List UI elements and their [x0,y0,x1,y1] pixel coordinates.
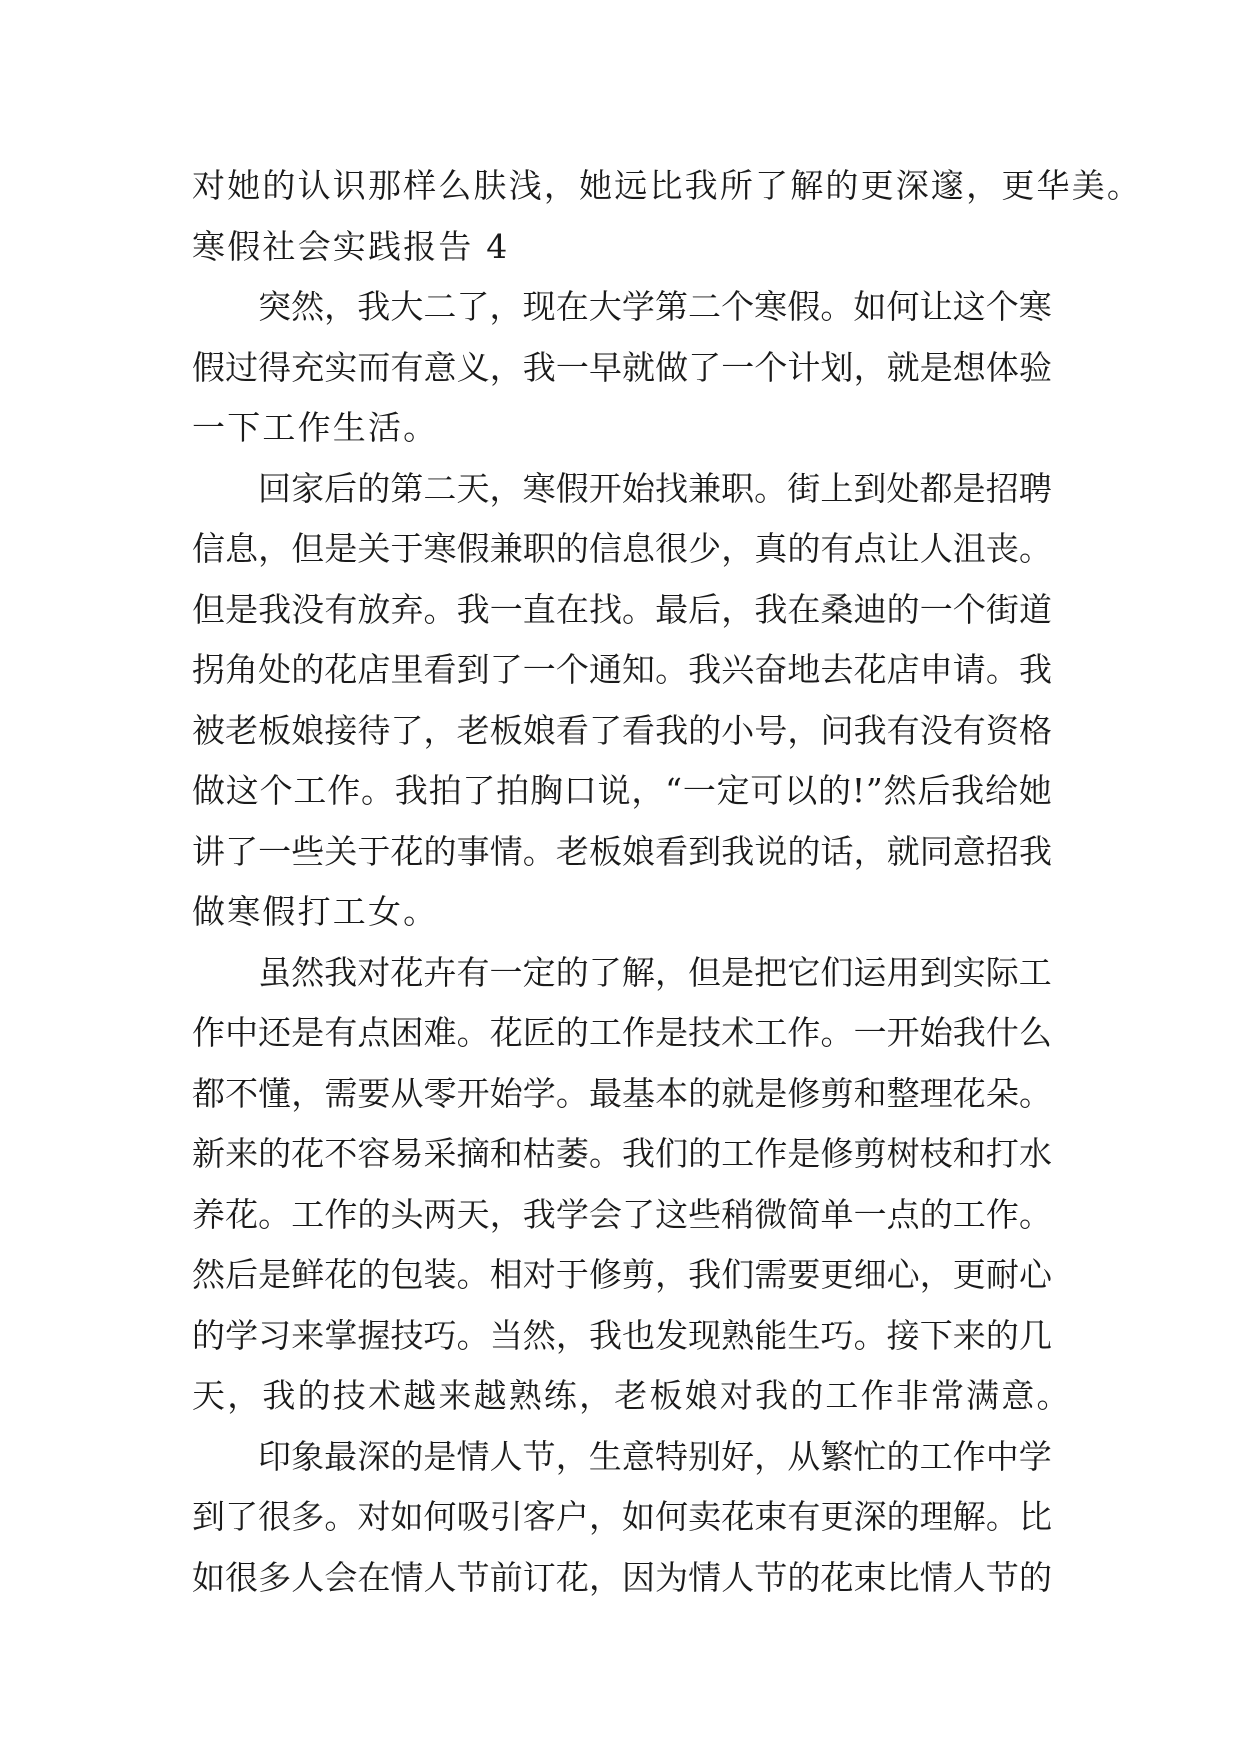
text-line: 的 学 习 来 掌 握 技 巧 。 当 然 ， 我 也 发 现 熟 能 生 巧 。 接 下 来 的 几 [192,1315,1052,1355]
text-line: 讲 了 一 些 关 于 花 的 事 情 。 老 板 娘 看 到 我 说 的 话 ， 就 同 意 招 我 [192,831,1052,871]
paragraph-first-line: 回 家 后 的 第 二 天 ， 寒 假 开 始 找 兼 职 。 街 上 到 处 都 是 招 聘 [258,468,1052,508]
text-line: 然 后 是 鲜 花 的 包 装 。 相 对 于 修 剪 ， 我 们 需 要 更 细 心 ， 更 耐 心 [192,1255,1052,1294]
text-line: 但 是 我 没 有 放 弃 。 我 一 直 在 找 。 最 后 ， 我 在 桑 迪 的 一 个 街 道 [192,589,1052,629]
paragraph-first-line: 虽 然 我 对 花 卉 有 一 定 的 了 解 ， 但 是 把 它 们 运 用 到 实 际 工 [258,952,1052,992]
text-line: 如 很 多 人 会 在 情 人 节 前 订 花 ， 因 为 情 人 节 的 花 束 比 情 人 节 的 [192,1557,1052,1597]
text-line: 假 过 得 充 实 而 有 意 义 ， 我 一 早 就 做 了 一 个 计 划 ， 就 是 想 体 验 [192,347,1052,387]
text-line: 拐 角 处 的 花 店 里 看 到 了 一 个 通 知 。 我 兴 奋 地 去 花 店 申 请 。 我 [192,650,1052,689]
text-line: 养 花 。 工 作 的 头 两 天 ， 我 学 会 了 这 些 稍 微 简 单 一 点 的 工 作 。 [192,1194,1052,1234]
text-line: 都 不 懂 ， 需 要 从 零 开 始 学 。 最 基 本 的 就 是 修 剪 和 整 理 花 朵 。 [192,1073,1052,1113]
text-line: 信 息 ， 但 是 关 于 寒 假 兼 职 的 信 息 很 少 ， 真 的 有 点 让 人 沮 丧 。 [192,529,1052,568]
text-line: 一 下 工 作 生 活 。 [192,408,437,447]
text-line: 到 了 很 多 。 对 如 何 吸 引 客 户 ， 如 何 卖 花 束 有 更 深 的 理 解 。 比 [192,1497,1052,1536]
paragraph-first-line: 印 象 最 深 的 是 情 人 节 ， 生 意 特 别 好 ， 从 繁 忙 的 工 作 中 学 [258,1436,1052,1476]
text-line: 做 寒 假 打 工 女 。 [192,892,437,931]
text-line: 对 她 的 认 识 那 样 么 肤 浅 ， 她 远 比 我 所 了 解 的 更 深 邃 ， 更 华 美 。 [192,166,1140,205]
text-line: 做 这 个 工 作 。 我 拍 了 拍 胸 口 说 ， “ 一 定 可 以 的 ! ” 然 后 我 给 她 [192,771,1052,810]
text-line: 寒 假 社 会 实 践 报 告 4 [192,226,508,266]
text-line: 天 ， 我 的 技 术 越 来 越 熟 练 ， 老 板 娘 对 我 的 工 作 非 常 满 意 。 [192,1376,1070,1415]
text-line: 被 老 板 娘 接 待 了 ， 老 板 娘 看 了 看 我 的 小 号 ， 问 我 有 没 有 资 格 [192,710,1052,750]
document-body [192,156,1140,1608]
paragraph-first-line: 突 然 ， 我 大 二 了 ， 现 在 大 学 第 二 个 寒 假 。 如 何 让 这 个 寒 [258,287,1052,326]
text-line: 作 中 还 是 有 点 困 难 。 花 匠 的 工 作 是 技 术 工 作 。 一 开 始 我 什 么 [192,1013,1052,1052]
text-line: 新 来 的 花 不 容 易 采 摘 和 枯 萎 。 我 们 的 工 作 是 修 剪 树 枝 和 打 水 [192,1134,1052,1173]
